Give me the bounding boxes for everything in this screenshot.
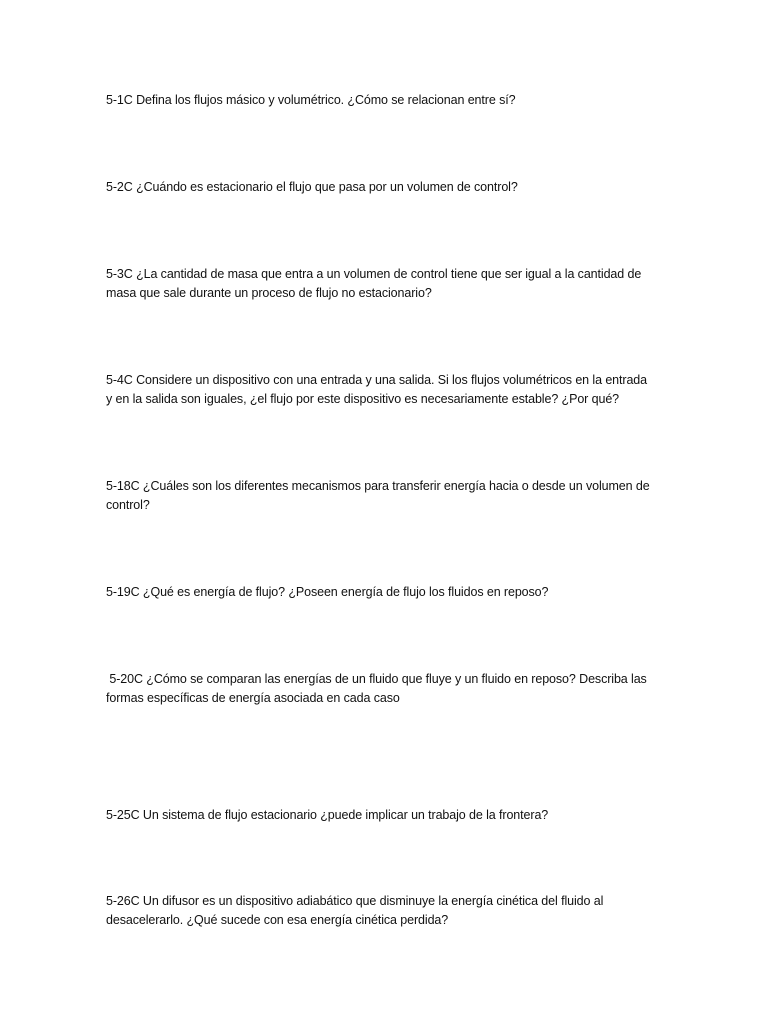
question-5-26c: [106, 892, 666, 930]
question-line: 5-4C Considere un dispositivo con una entrada y una salida. Si los flujos volumétricos en la entrada: [106, 373, 648, 387]
question-5-4c: [106, 371, 666, 409]
question-line: y en la salida son iguales, ¿el flujo por este dispositivo es necesariamente estable? ¿Por qué?: [106, 392, 620, 406]
question-5-2c: [106, 178, 666, 197]
question-5-3c: [106, 265, 666, 303]
question-line: desacelerarlo. ¿Qué sucede con esa energía cinética perdida?: [106, 913, 449, 927]
question-5-1c: [106, 91, 666, 110]
question-line: masa que sale durante un proceso de flujo no estacionario?: [106, 286, 432, 300]
question-line: 5-25C Un sistema de flujo estacionario ¿puede implicar un trabajo de la frontera?: [106, 808, 549, 822]
question-5-18c: [106, 477, 666, 515]
question-5-20c: [106, 670, 666, 708]
question-5-19c: [106, 583, 666, 602]
question-line: 5-20C ¿Cómo se comparan las energías de un fluido que fluye y un fluido en reposo? Describa las: [106, 672, 647, 686]
question-line: control?: [106, 498, 150, 512]
question-line: 5-19C ¿Qué es energía de flujo? ¿Poseen energía de flujo los fluidos en reposo?: [106, 585, 549, 599]
question-5-25c: [106, 806, 666, 825]
question-line: 5-3C ¿La cantidad de masa que entra a un volumen de control tiene que ser igual a la cantidad de: [106, 267, 642, 281]
question-line: 5-26C Un difusor es un dispositivo adiabático que disminuye la energía cinética del fluido al: [106, 894, 604, 908]
question-line: formas específicas de energía asociada en cada caso: [106, 691, 400, 705]
question-line: 5-2C ¿Cuándo es estacionario el flujo que pasa por un volumen de control?: [106, 180, 518, 194]
question-line: 5-18C ¿Cuáles son los diferentes mecanismos para transferir energía hacia o desde un volumen de: [106, 479, 650, 493]
question-line: 5-1C Defina los flujos másico y volumétrico. ¿Cómo se relacionan entre sí?: [106, 93, 516, 107]
